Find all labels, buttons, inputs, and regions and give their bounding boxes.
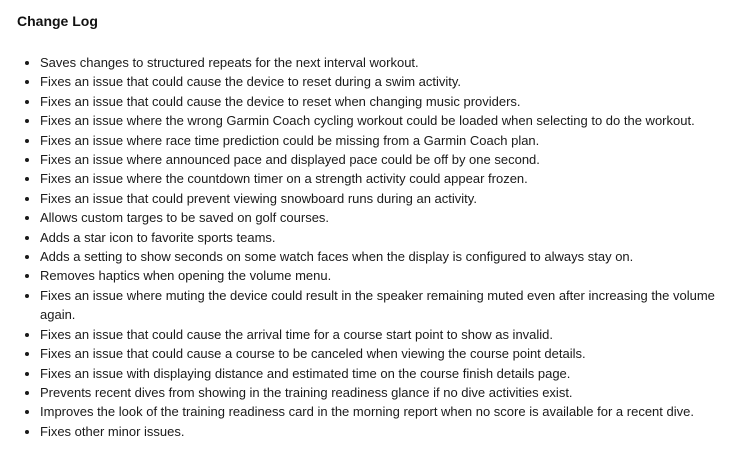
changelog-item: • Fixes an issue that could prevent viewing snowboard runs during an activity. <box>40 189 730 208</box>
changelog-item: • Fixes an issue where the countdown timer on a strength activity could appear frozen. <box>40 169 730 188</box>
changelog-item: • Improves the look of the training readiness card in the morning report when no score is available for a recent dive. <box>40 402 730 421</box>
changelog-item: • Fixes an issue that could cause a course to be canceled when viewing the course point details. <box>40 344 730 363</box>
changelog-item: • Fixes an issue that could cause the arrival time for a course start point to show as invalid. <box>40 325 730 344</box>
changelog-item: • Adds a star icon to favorite sports teams. <box>40 228 730 247</box>
change-list <box>17 53 730 441</box>
changelog-item: • Fixes other minor issues. <box>40 422 730 441</box>
changelog-item: • Fixes an issue that could cause the device to reset when changing music providers. <box>40 92 730 111</box>
changelog-item: • Saves changes to structured repeats for the next interval workout. <box>40 53 730 72</box>
changelog-item: • Allows custom targes to be saved on golf courses. <box>40 208 730 227</box>
changelog-item: • Fixes an issue where announced pace and displayed pace could be off by one second. <box>40 150 730 169</box>
changelog-item: • Fixes an issue where the wrong Garmin Coach cycling workout could be loaded when selecting to do the workout. <box>40 111 730 130</box>
changelog-item: • Adds a setting to show seconds on some watch faces when the display is configured to always stay on. <box>40 247 730 266</box>
changelog-item: • Fixes an issue with displaying distance and estimated time on the course finish details page. <box>40 364 730 383</box>
changelog-item: • Prevents recent dives from showing in the training readiness glance if no dive activities exist. <box>40 383 730 402</box>
page-title: Change Log <box>17 13 98 29</box>
changelog-item: • Fixes an issue that could cause the device to reset during a swim activity. <box>40 72 730 91</box>
changelog-item: • Fixes an issue where muting the device could result in the speaker remaining muted even after increasing the volume again. <box>40 286 730 325</box>
changelog-item: • Removes haptics when opening the volume menu. <box>40 266 730 285</box>
changelog-item: • Fixes an issue where race time prediction could be missing from a Garmin Coach plan. <box>40 131 730 150</box>
